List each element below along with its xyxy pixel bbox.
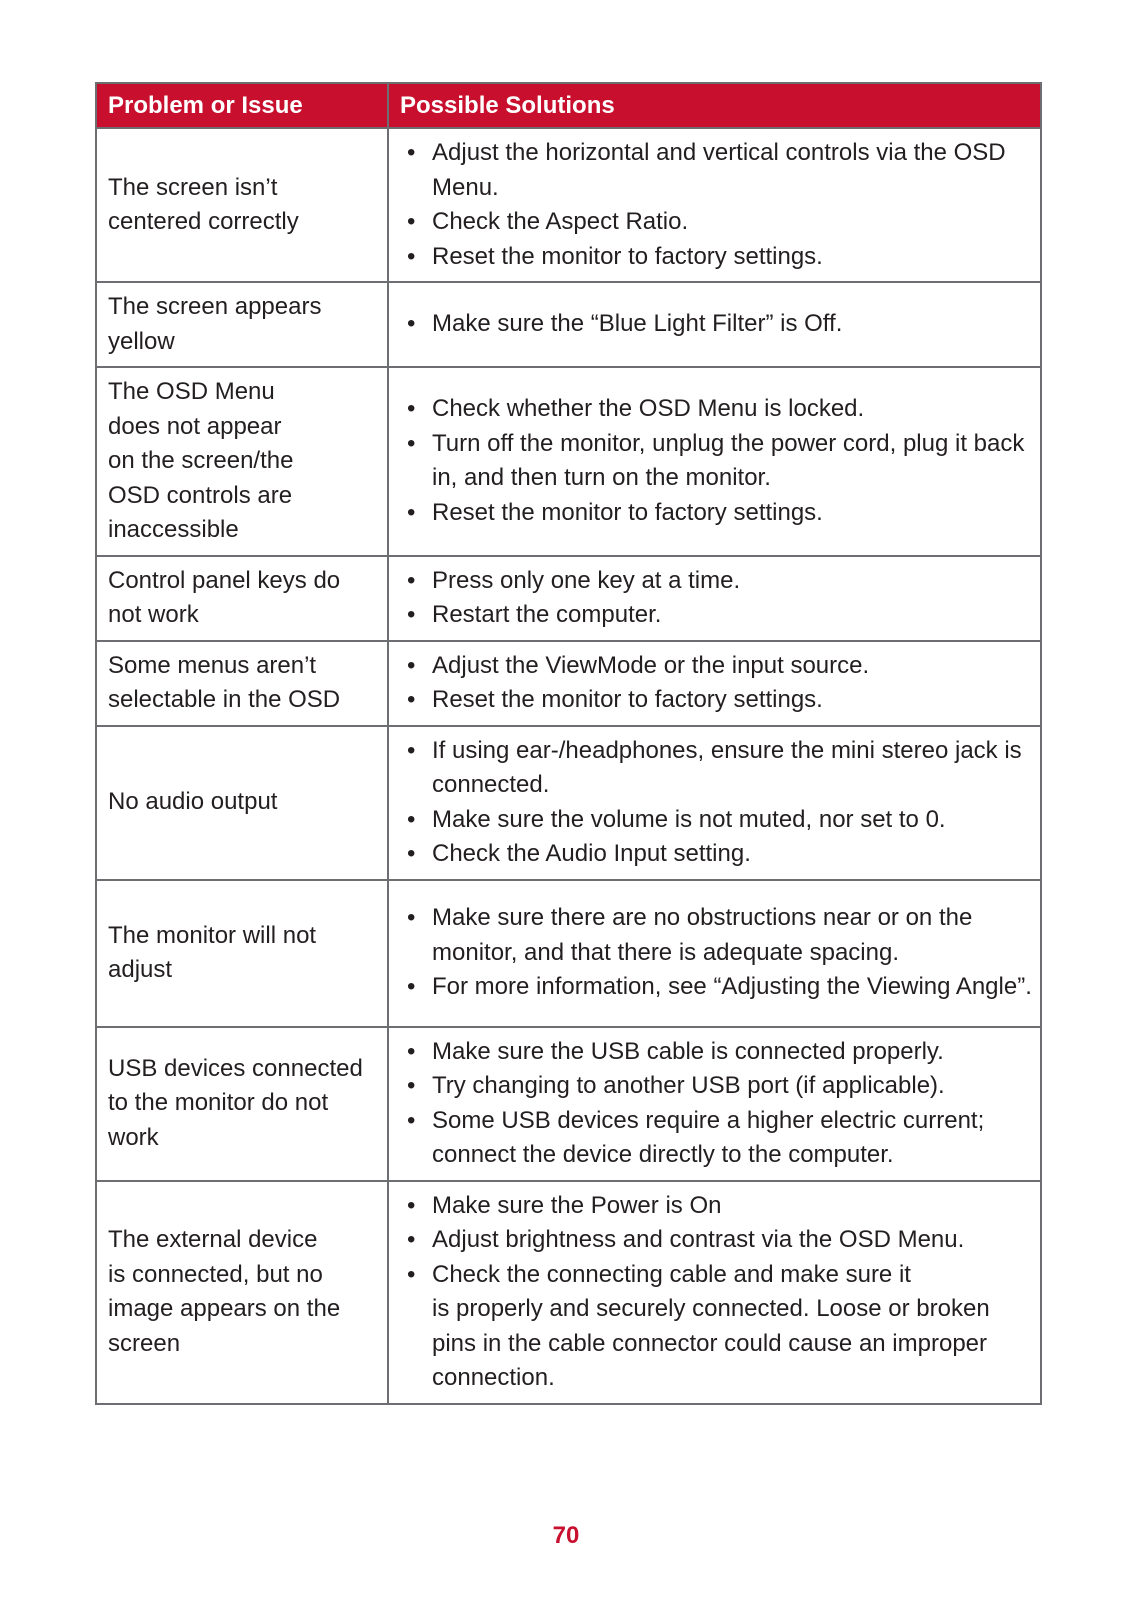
solution-item: • Try changing to another USB port (if applicable). [404,1069,1032,1104]
solution-item: • Check the connecting cable and make sure it is properly and securely connected. Loose or broken pins in the cable connector could cause an improper connection. [404,1258,1032,1396]
solution-item: • Check the Aspect Ratio. [404,205,1032,240]
solutions-list [404,901,1032,1005]
problem-cell [96,282,388,367]
solutions-cell [388,641,1041,726]
solutions-cell [388,128,1041,282]
solutions-cell [388,1181,1041,1404]
solutions-list [404,649,1032,718]
solutions-cell [388,367,1041,556]
solution-item: • Make sure the USB cable is connected properly. [404,1035,1032,1070]
problem-text: The OSD Menu does not appear on the screen/the OSD controls are inaccessible [108,378,294,543]
solution-item: • Turn off the monitor, unplug the power cord, plug it back in, and then turn on the monitor. [404,427,1032,496]
problem-cell [96,367,388,556]
table-header-row [96,83,1041,128]
table-row [96,641,1041,726]
problem-cell [96,556,388,641]
table-row [96,556,1041,641]
solutions-list [404,564,1032,633]
solutions-cell [388,556,1041,641]
problem-text: Control panel keys do not work [108,566,341,628]
problem-text: The monitor will not adjust [108,921,317,983]
problem-text: The external device is connected, but no image appears on the screen [108,1226,341,1357]
table-row [96,1027,1041,1181]
problem-cell [96,128,388,282]
problem-text: The screen appears yellow [108,293,322,355]
solutions-list [404,307,1032,342]
table-row [96,128,1041,282]
solution-item: • If using ear-/headphones, ensure the mini stereo jack is connected. [404,734,1032,803]
solution-item: • Some USB devices require a higher electric current; connect the device directly to the computer. [404,1104,1032,1173]
problem-cell [96,1181,388,1404]
header-problem: Problem or Issue [96,83,388,128]
problem-text: USB devices connected to the monitor do not work [108,1054,363,1151]
solution-item: • Adjust the horizontal and vertical controls via the OSD Menu. [404,136,1032,205]
solution-item: • Restart the computer. [404,598,1032,633]
solutions-list [404,392,1032,530]
solution-item: • Make sure the “Blue Light Filter” is Off. [404,307,1032,342]
solutions-list [404,1035,1032,1173]
solutions-cell [388,282,1041,367]
problem-text: Some menus aren’t selectable in the OSD [108,651,341,713]
solutions-list [404,1189,1032,1396]
solutions-cell [388,726,1041,880]
solution-item: • Press only one key at a time. [404,564,1032,599]
solution-item: • Check whether the OSD Menu is locked. [404,392,1032,427]
problem-cell [96,641,388,726]
header-solutions: Possible Solutions [388,83,1041,128]
solution-item: • Adjust brightness and contrast via the OSD Menu. [404,1223,1032,1258]
problem-cell [96,726,388,880]
solution-item: • For more information, see “Adjusting the Viewing Angle”. [404,970,1032,1005]
table-row [96,367,1041,556]
problem-text: The screen isn’t centered correctly [108,173,299,235]
table-row [96,282,1041,367]
table-row [96,726,1041,880]
table-row [96,880,1041,1027]
solution-item: • Make sure the volume is not muted, nor set to 0. [404,803,1032,838]
table-row [96,1181,1041,1404]
solutions-list [404,734,1032,872]
solution-item: • Make sure the Power is On [404,1189,1032,1224]
page-number: 70 [552,1522,580,1549]
solution-item: • Reset the monitor to factory settings. [404,683,1032,718]
problem-cell [96,880,388,1027]
problem-text: No audio output [108,788,278,816]
solution-item: • Reset the monitor to factory settings. [404,240,1032,275]
problem-cell [96,1027,388,1181]
troubleshooting-table [95,82,1042,1405]
solutions-cell [388,880,1041,1027]
solutions-cell [388,1027,1041,1181]
solution-item: • Check the Audio Input setting. [404,837,1032,872]
solution-item: • Make sure there are no obstructions near or on the monitor, and that there is adequate spacing. [404,901,1032,970]
solution-item: • Adjust the ViewMode or the input source. [404,649,1032,684]
solutions-list [404,136,1032,274]
solution-item: • Reset the monitor to factory settings. [404,496,1032,531]
